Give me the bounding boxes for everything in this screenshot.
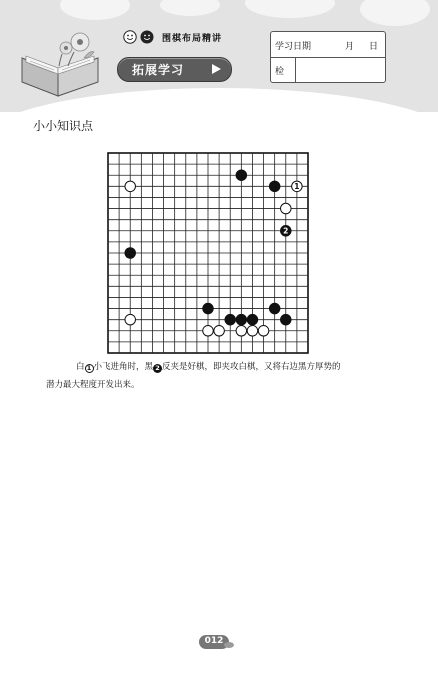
series-title-row bbox=[123, 28, 222, 46]
black-stone bbox=[269, 303, 280, 314]
white-stone bbox=[214, 326, 225, 337]
caption-line-1 bbox=[46, 358, 396, 376]
go-board bbox=[107, 152, 309, 354]
page-number: 012 bbox=[204, 636, 224, 646]
check-label: 检 bbox=[275, 67, 285, 77]
black-stone bbox=[236, 314, 247, 325]
white-stone bbox=[236, 326, 247, 337]
white-stone bbox=[281, 203, 292, 214]
form-divider bbox=[295, 57, 296, 82]
white-stone bbox=[125, 181, 136, 192]
play-arrow-icon bbox=[210, 63, 222, 75]
open-book-icon bbox=[18, 28, 102, 98]
cloud-decoration bbox=[360, 0, 430, 26]
series-title: 围棋布局精讲 bbox=[162, 33, 223, 44]
stone-move-number: 1 bbox=[294, 181, 300, 191]
cloud-decoration bbox=[160, 0, 220, 16]
cloud-decoration bbox=[60, 0, 130, 20]
white-stone bbox=[247, 326, 258, 337]
black-stone-marker-2: 2 bbox=[153, 364, 162, 373]
black-stone bbox=[269, 181, 280, 192]
study-date-form bbox=[270, 31, 386, 83]
page-number-badge bbox=[196, 634, 236, 652]
go-board-svg bbox=[107, 152, 309, 354]
caption-text-b: 小飞进角时，黑 bbox=[93, 362, 154, 372]
black-stone bbox=[225, 314, 236, 325]
white-stone-marker-1: 1 bbox=[85, 364, 94, 373]
black-stone bbox=[236, 170, 247, 181]
white-stone bbox=[258, 326, 269, 337]
day-label: 日 bbox=[369, 42, 379, 52]
caption-line-2: 潜力最大程度开发出来。 bbox=[46, 380, 140, 390]
black-stone bbox=[247, 314, 258, 325]
page-heading: 小小知识点 bbox=[33, 119, 94, 133]
month-label: 月 bbox=[345, 42, 355, 52]
white-stone bbox=[125, 314, 136, 325]
page-header bbox=[0, 0, 438, 112]
caption-text-c: 反夹是好棋，即夹攻白棋，又将右边黑方厚势的 bbox=[162, 362, 341, 372]
caption-text-a: 白 bbox=[76, 362, 85, 372]
expand-study-button[interactable] bbox=[117, 57, 232, 82]
smiley-dark-icon bbox=[140, 30, 154, 44]
black-stone bbox=[125, 248, 136, 259]
check-row[interactable] bbox=[271, 57, 385, 82]
white-stone bbox=[203, 326, 214, 337]
date-label: 学习日期 bbox=[275, 42, 312, 52]
date-row[interactable] bbox=[271, 32, 385, 58]
black-stone bbox=[203, 303, 214, 314]
diagram-caption bbox=[46, 358, 396, 394]
black-stone bbox=[281, 314, 292, 325]
smiley-icon bbox=[123, 30, 137, 44]
stone-move-number: 2 bbox=[283, 226, 289, 236]
cloud-decoration bbox=[245, 0, 335, 18]
expand-study-label: 拓展学习 bbox=[132, 63, 185, 77]
